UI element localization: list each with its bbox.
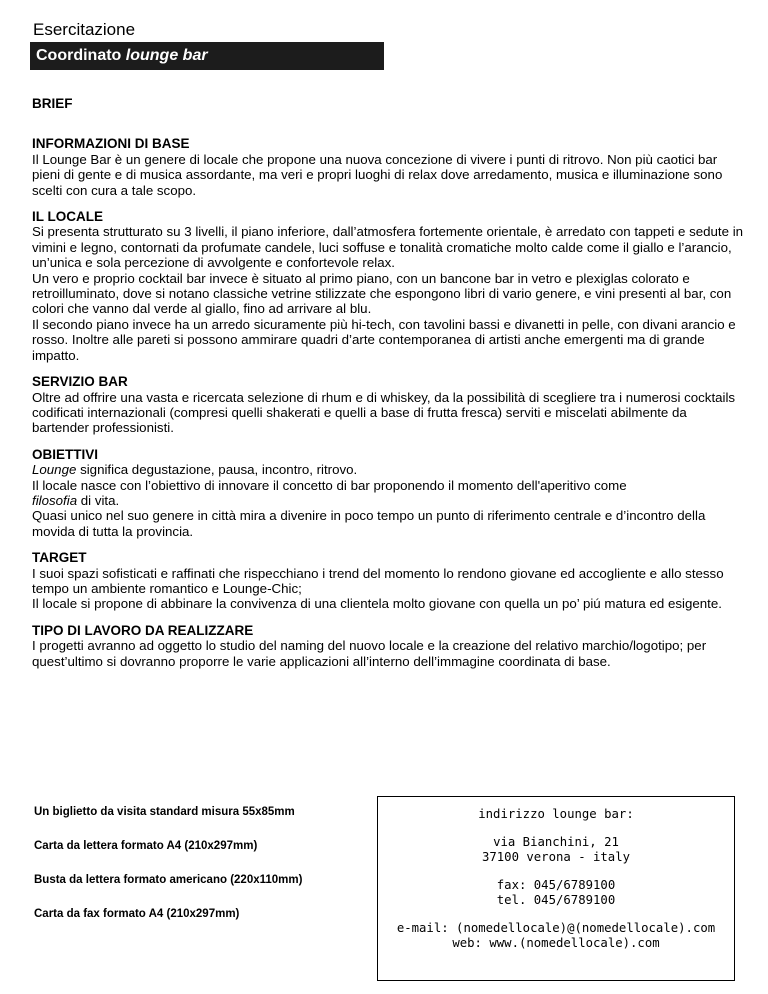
paragraph: Quasi unico nel suo genere in città mira a divenire in poco tempo un punto di riferimento centrale e d’incontro della movida di tutta la provincia. — [32, 508, 706, 539]
paragraph: Un vero e proprio cocktail bar invece è situato al primo piano, con un bancone bar in vetro e plexiglas colorato e retroilluminato, dove si notano classiche vetrine stilizzate che espongono libri di vario genere, e vini presenti al bar, con colori che vanno dal verde al giallo, fino ad arrivare al blu. — [32, 270, 732, 317]
title-prefix: Coordinato — [36, 47, 122, 64]
paragraph: I suoi spazi sofisticati e raffinati che rispecchiano i trend del momento lo rendono giovane ed accogliente e allo stesso tempo un ambiente romantico e Lounge-Chic; — [32, 565, 724, 596]
section-heading: TIPO DI LAVORO DA REALIZZARE — [32, 622, 254, 638]
address-label: indirizzo lounge bar: — [478, 807, 634, 821]
text: significa degustazione, pausa, incontro, ritrovo. — [76, 462, 358, 478]
paragraph: I progetti avranno ad oggetto lo studio del naming del nuovo locale e la creazione del relativo marchio/logotipo; per quest’ultimo si dovranno proporre le varie applicazioni all’interno dell’immagine coordinata di base. — [32, 638, 707, 669]
address-web: web: www.(nomedellocale).com — [452, 936, 660, 950]
format-list — [34, 806, 302, 942]
paragraph: Oltre ad offrire una vasta e ricercata selezione di rhum e di whiskey, da la possibilità di scegliere tra i numerosi cocktails codificati internazionali (compresi quelli shakerati e quelli a base di frutta fresca) serviti e miscelati abilmente da bartender professionisti. — [32, 389, 736, 436]
title-italic: lounge bar — [125, 47, 208, 64]
section-locale — [32, 209, 744, 363]
section-heading: IL LOCALE — [32, 209, 104, 225]
format-item: Busta da lettera formato americano (220x110mm) — [34, 874, 303, 886]
brief-heading: BRIEF — [32, 96, 73, 111]
brief-content — [32, 96, 744, 680]
text: di vita. — [77, 492, 120, 508]
paragraph: Si presenta strutturato su 3 livelli, il piano inferiore, dall’atmosfera fortemente orientale, è arredato con tappeti e sedute in vimini e legno, contornati da profumate candele, luci soffuse e tonalità cromatiche molto calde come il giallo e l’arancio, un’unica e sola percezione di avvolgente e confortevole relax. — [32, 224, 744, 271]
section-target — [32, 550, 744, 612]
address-street: via Bianchini, 21 — [493, 835, 619, 849]
address-street-block — [378, 835, 734, 865]
paragraph: Il secondo piano invece ha un arredo sicuramente più hi-tech, con tavolini bassi e divanetti in pelle, con divani arancio e rosso. Inoltre alle pareti si possono ammirare quadri d’arte contemporanea di artisti anche emergenti ma di grande impatto. — [32, 316, 736, 363]
paragraph — [32, 462, 744, 477]
section-informazioni — [32, 136, 744, 198]
text: Il locale nasce con l’obiettivo di innovare il concetto di bar proponendo il momento dell'aperitivo come — [32, 477, 627, 493]
paragraph: Il Lounge Bar è un genere di locale che propone una nuova concezione di vivere i punti di ritrovo. Non più caotici bar pieni di gente e di musica assordante, ma veri e propri luoghi di relax dove arredamento, musica e illuminazione sono scelti con cura a tale scopo. — [32, 151, 723, 198]
format-item: Carta da fax formato A4 (210x297mm) — [34, 908, 240, 920]
format-item: Carta da lettera formato A4 (210x297mm) — [34, 840, 258, 852]
paragraph — [32, 478, 744, 509]
address-label-block — [378, 807, 734, 822]
italic-term: filosofia — [32, 492, 78, 508]
section-heading: OBIETTIVI — [32, 446, 99, 462]
section-servizio-bar — [32, 374, 744, 436]
section-obiettivi — [32, 447, 744, 539]
title-bar — [30, 42, 384, 70]
section-heading: INFORMAZIONI DI BASE — [32, 136, 190, 152]
page-eyebrow: Esercitazione — [33, 20, 136, 39]
address-web-block — [378, 921, 734, 951]
format-item: Un biglietto da visita standard misura 55x85mm — [34, 806, 295, 818]
address-fax: fax: 045/6789100 — [496, 878, 616, 892]
italic-term: Lounge — [32, 462, 77, 478]
address-tel: tel. 045/6789100 — [496, 893, 616, 907]
section-tipo-lavoro — [32, 623, 744, 669]
paragraph: Il locale si propone di abbinare la convivenza di una clientela molto giovane con quella un po’ piú matura ed esigente. — [32, 596, 722, 612]
section-heading: TARGET — [32, 550, 87, 566]
section-heading: SERVIZIO BAR — [32, 374, 128, 390]
address-phone-block — [378, 878, 734, 908]
address-city: 37100 verona - italy — [481, 850, 631, 864]
address-email: e-mail: (nomedellocale)@(nomedellocale).com — [396, 921, 716, 935]
address-box — [377, 796, 735, 981]
